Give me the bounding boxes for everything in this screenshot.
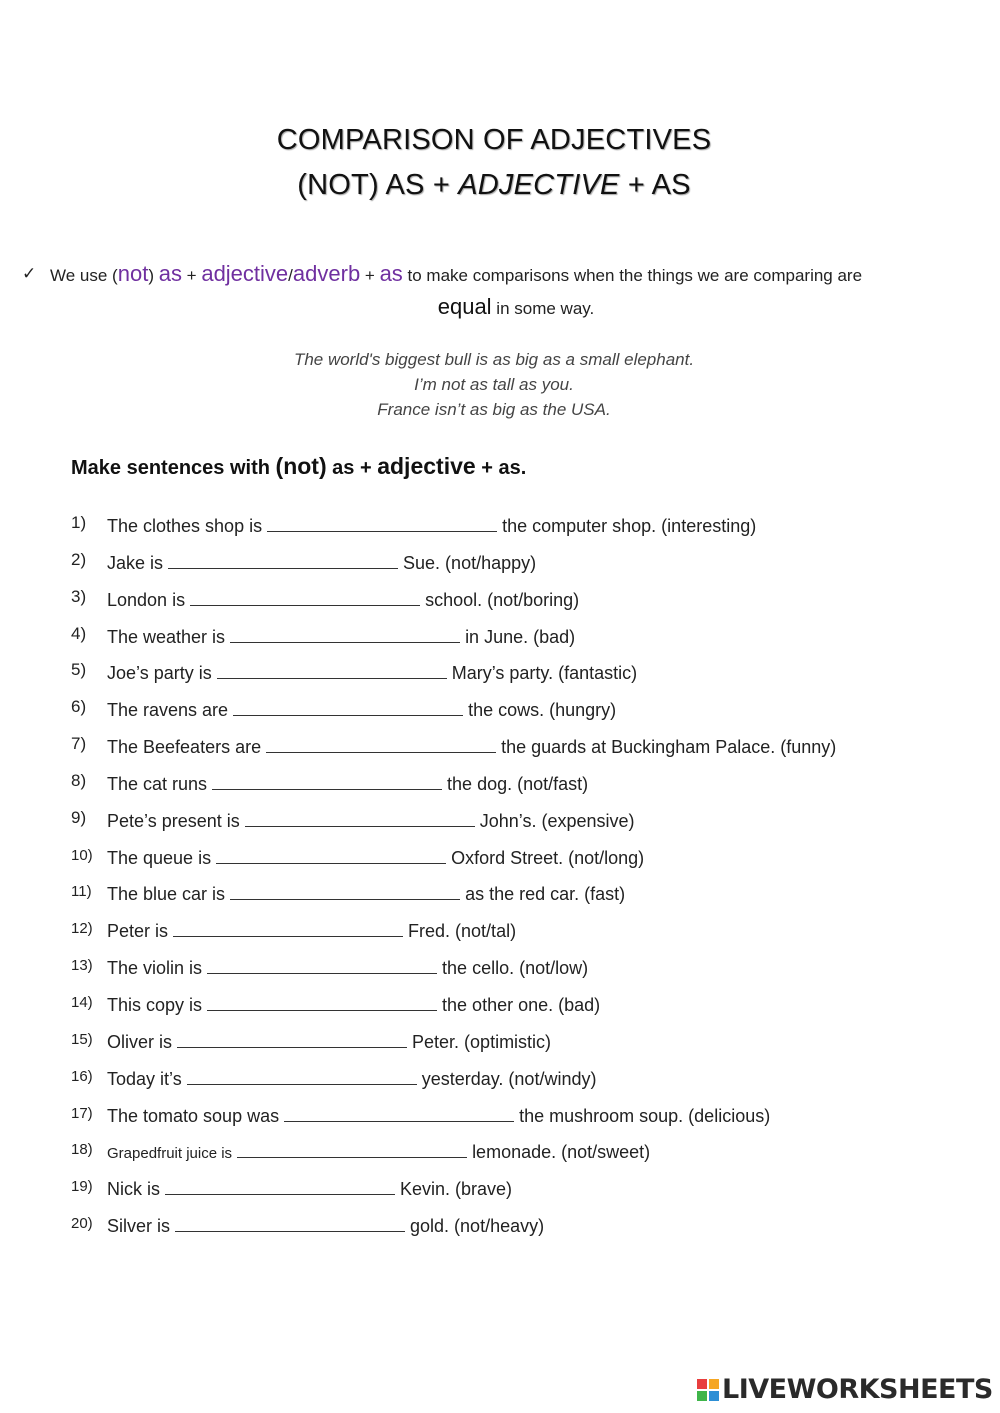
instruction-text: (not) — [275, 453, 327, 479]
answer-blank[interactable] — [237, 1139, 467, 1158]
item-text-before: The cat runs — [107, 773, 208, 794]
rule-text: to make comparisons when the things we are comparing are — [402, 266, 863, 285]
item-text-after: yesterday. (not/windy) — [421, 1068, 597, 1089]
item-text-before: The ravens are — [107, 700, 229, 721]
instruction-text: Make sentences with — [71, 457, 276, 479]
logo-square — [697, 1391, 707, 1401]
item-text-before: Oliver is — [107, 1031, 173, 1052]
exercise-item — [71, 508, 971, 545]
rule-keyword-as: as — [379, 261, 403, 286]
answer-blank[interactable] — [190, 587, 420, 606]
checkmark-icon: ✓ — [22, 264, 37, 283]
answer-blank[interactable] — [168, 550, 398, 569]
example-sentence: France isn’t as big as the USA. — [377, 400, 611, 419]
item-number: 19) — [71, 1178, 93, 1196]
item-text-after: the computer shop. (interesting) — [502, 516, 757, 536]
item-number: 3) — [71, 586, 87, 606]
item-sentence — [107, 1176, 512, 1200]
exercise-item — [71, 913, 971, 950]
answer-blank[interactable] — [267, 513, 497, 532]
answer-blank[interactable] — [207, 992, 437, 1011]
instruction-text: + as. — [475, 457, 527, 479]
logo-grid-icon — [697, 1379, 719, 1401]
exercise-item — [71, 729, 971, 766]
rule-text: in some way. — [491, 299, 595, 318]
item-sentence — [107, 587, 579, 611]
item-text-after: John’s. (expensive) — [479, 810, 635, 831]
rule-text: / — [288, 266, 293, 285]
item-text-after: the other one. (bad) — [442, 994, 601, 1015]
answer-blank[interactable] — [216, 845, 446, 864]
example-sentences — [0, 347, 988, 422]
item-text-after: as the red car. (fast) — [465, 884, 626, 905]
item-text-before: Today it’s — [107, 1068, 182, 1089]
example-sentence: I’m not as tall as you. — [414, 375, 574, 394]
answer-blank[interactable] — [175, 1213, 405, 1232]
exercise-item — [71, 1134, 971, 1171]
item-text-after: the cello. (not/low) — [442, 958, 589, 979]
item-sentence — [107, 955, 588, 979]
item-text-before: The violin is — [107, 958, 203, 979]
item-sentence — [107, 881, 625, 905]
answer-blank[interactable] — [173, 918, 403, 937]
rule-keyword-adverb: adverb — [292, 261, 361, 286]
exercise-item — [71, 840, 971, 877]
item-sentence — [107, 550, 536, 574]
item-sentence — [107, 1103, 770, 1127]
item-text-before: Silver is — [107, 1216, 171, 1237]
item-text-before: The clothes shop is — [107, 516, 263, 536]
item-text-after: Oxford Street. (not/long) — [451, 847, 645, 868]
item-sentence — [107, 1139, 650, 1163]
item-number: 18) — [71, 1141, 93, 1159]
item-number: 15) — [71, 1030, 93, 1048]
exercise-item — [71, 987, 971, 1024]
answer-blank[interactable] — [284, 1103, 514, 1122]
item-number: 11) — [71, 883, 92, 901]
exercise-list — [71, 508, 971, 1245]
rule-keyword-equal: equal — [437, 294, 492, 319]
item-number: 17) — [71, 1104, 93, 1122]
item-sentence — [107, 697, 616, 721]
logo-square — [697, 1379, 707, 1389]
item-text-before: Nick is — [107, 1179, 160, 1200]
item-sentence — [107, 734, 836, 758]
logo-text: LIVEWORKSHEETS — [722, 1374, 993, 1405]
item-sentence — [107, 771, 588, 795]
item-text-after: Peter. (optimistic) — [412, 1031, 552, 1052]
logo-square — [709, 1391, 719, 1401]
item-text-before: London is — [107, 589, 186, 610]
subtitle-part-2: ADJECTIVE — [458, 169, 620, 201]
rule-text: + — [181, 266, 202, 285]
item-sentence — [107, 992, 600, 1016]
subtitle-part-3: + AS — [619, 169, 691, 201]
item-text-before: The Beefeaters are — [107, 737, 262, 758]
item-number: 5) — [71, 660, 87, 680]
item-sentence — [107, 1029, 551, 1053]
rule-text: + — [360, 266, 380, 285]
exercise-item — [71, 655, 971, 692]
item-text-after: lemonade. (not/sweet) — [472, 1142, 651, 1163]
exercise-item — [71, 1024, 971, 1061]
item-number: 14) — [71, 993, 93, 1011]
answer-blank[interactable] — [266, 734, 496, 753]
exercise-item — [71, 619, 971, 656]
answer-blank[interactable] — [177, 1029, 407, 1048]
item-sentence — [107, 808, 635, 832]
exercise-item — [71, 766, 971, 803]
item-number: 9) — [71, 807, 87, 827]
answer-blank[interactable] — [165, 1176, 395, 1195]
item-text-before: This copy is — [107, 994, 203, 1015]
item-sentence — [107, 624, 575, 648]
rule-line-1 — [50, 257, 862, 292]
item-text-before: The tomato soup was — [107, 1105, 280, 1126]
answer-blank[interactable] — [230, 881, 460, 900]
subtitle-part-1: (NOT) AS + — [297, 169, 459, 201]
exercise-item — [71, 876, 971, 913]
item-sentence — [107, 660, 637, 684]
item-number: 4) — [71, 623, 87, 643]
page-subtitle — [0, 169, 988, 202]
item-number: 7) — [71, 734, 87, 754]
item-text-before: Peter is — [107, 921, 169, 942]
answer-blank[interactable] — [233, 697, 463, 716]
exercise-item — [71, 1171, 971, 1208]
item-text-after: Fred. (not/tal) — [408, 921, 517, 942]
exercise-item — [71, 1061, 971, 1098]
item-number: 8) — [71, 770, 87, 790]
item-sentence — [107, 1213, 544, 1237]
rule-keyword-not: not — [117, 261, 149, 286]
item-text-before: The weather is — [107, 626, 226, 647]
exercise-instruction — [71, 453, 526, 480]
item-text-before: Grapedfruit juice is — [107, 1145, 233, 1163]
rule-line-2 — [22, 290, 1000, 325]
instruction-text: adjective — [377, 453, 476, 479]
item-text-after: the guards at Buckingham Palace. (funny) — [501, 737, 837, 758]
item-number: 13) — [71, 957, 93, 975]
exercise-item — [71, 545, 971, 582]
item-text-before: Pete’s present is — [107, 810, 240, 831]
item-sentence — [107, 513, 756, 537]
item-number: 20) — [71, 1215, 93, 1233]
exercise-item — [71, 1208, 971, 1245]
answer-blank[interactable] — [207, 955, 437, 974]
item-sentence — [107, 845, 644, 869]
answer-blank[interactable] — [187, 1066, 417, 1085]
item-number: 10) — [71, 846, 93, 864]
item-text-after: Kevin. (brave) — [400, 1179, 513, 1200]
item-text-after: the mushroom soup. (delicious) — [519, 1105, 771, 1126]
answer-blank[interactable] — [212, 771, 442, 790]
item-text-after: Sue. (not/happy) — [403, 552, 537, 573]
instruction-text: as + — [326, 457, 378, 479]
rule-keyword-adjective: adjective — [201, 261, 289, 286]
logo-square — [709, 1379, 719, 1389]
liveworksheets-logo — [697, 1373, 997, 1413]
item-text-before: The queue is — [107, 847, 212, 868]
item-sentence — [107, 1066, 596, 1090]
answer-blank[interactable] — [230, 624, 460, 643]
item-number: 16) — [71, 1067, 93, 1085]
item-number: 1) — [71, 513, 87, 532]
example-sentence: The world's biggest bull is as big as a small elephant. — [293, 350, 695, 369]
item-sentence — [107, 918, 516, 942]
item-text-after: school. (not/boring) — [425, 589, 580, 610]
exercise-item — [71, 950, 971, 987]
exercise-item — [71, 582, 971, 619]
rule-text: We use ( — [50, 266, 118, 285]
item-text-after: in June. (bad) — [465, 626, 576, 647]
item-text-after: gold. (not/heavy) — [410, 1216, 545, 1237]
item-text-before: Joe’s party is — [107, 663, 212, 684]
exercise-item — [71, 692, 971, 729]
answer-blank[interactable] — [245, 808, 475, 827]
item-text-after: Mary’s party. (fantastic) — [451, 663, 638, 684]
item-text-after: the cows. (hungry) — [468, 700, 617, 721]
exercise-item — [71, 1098, 971, 1135]
rule-text: ) — [148, 266, 159, 285]
item-text-after: the dog. (not/fast) — [447, 773, 589, 794]
rule-keyword-as: as — [158, 261, 182, 286]
item-number: 6) — [71, 697, 87, 717]
item-text-before: Jake is — [107, 552, 164, 573]
item-number: 12) — [71, 920, 93, 938]
item-number: 2) — [71, 549, 87, 569]
item-text-before: The blue car is — [107, 884, 226, 905]
answer-blank[interactable] — [217, 660, 447, 679]
exercise-item — [71, 803, 971, 840]
page-title: COMPARISON OF ADJECTIVES — [276, 124, 712, 156]
